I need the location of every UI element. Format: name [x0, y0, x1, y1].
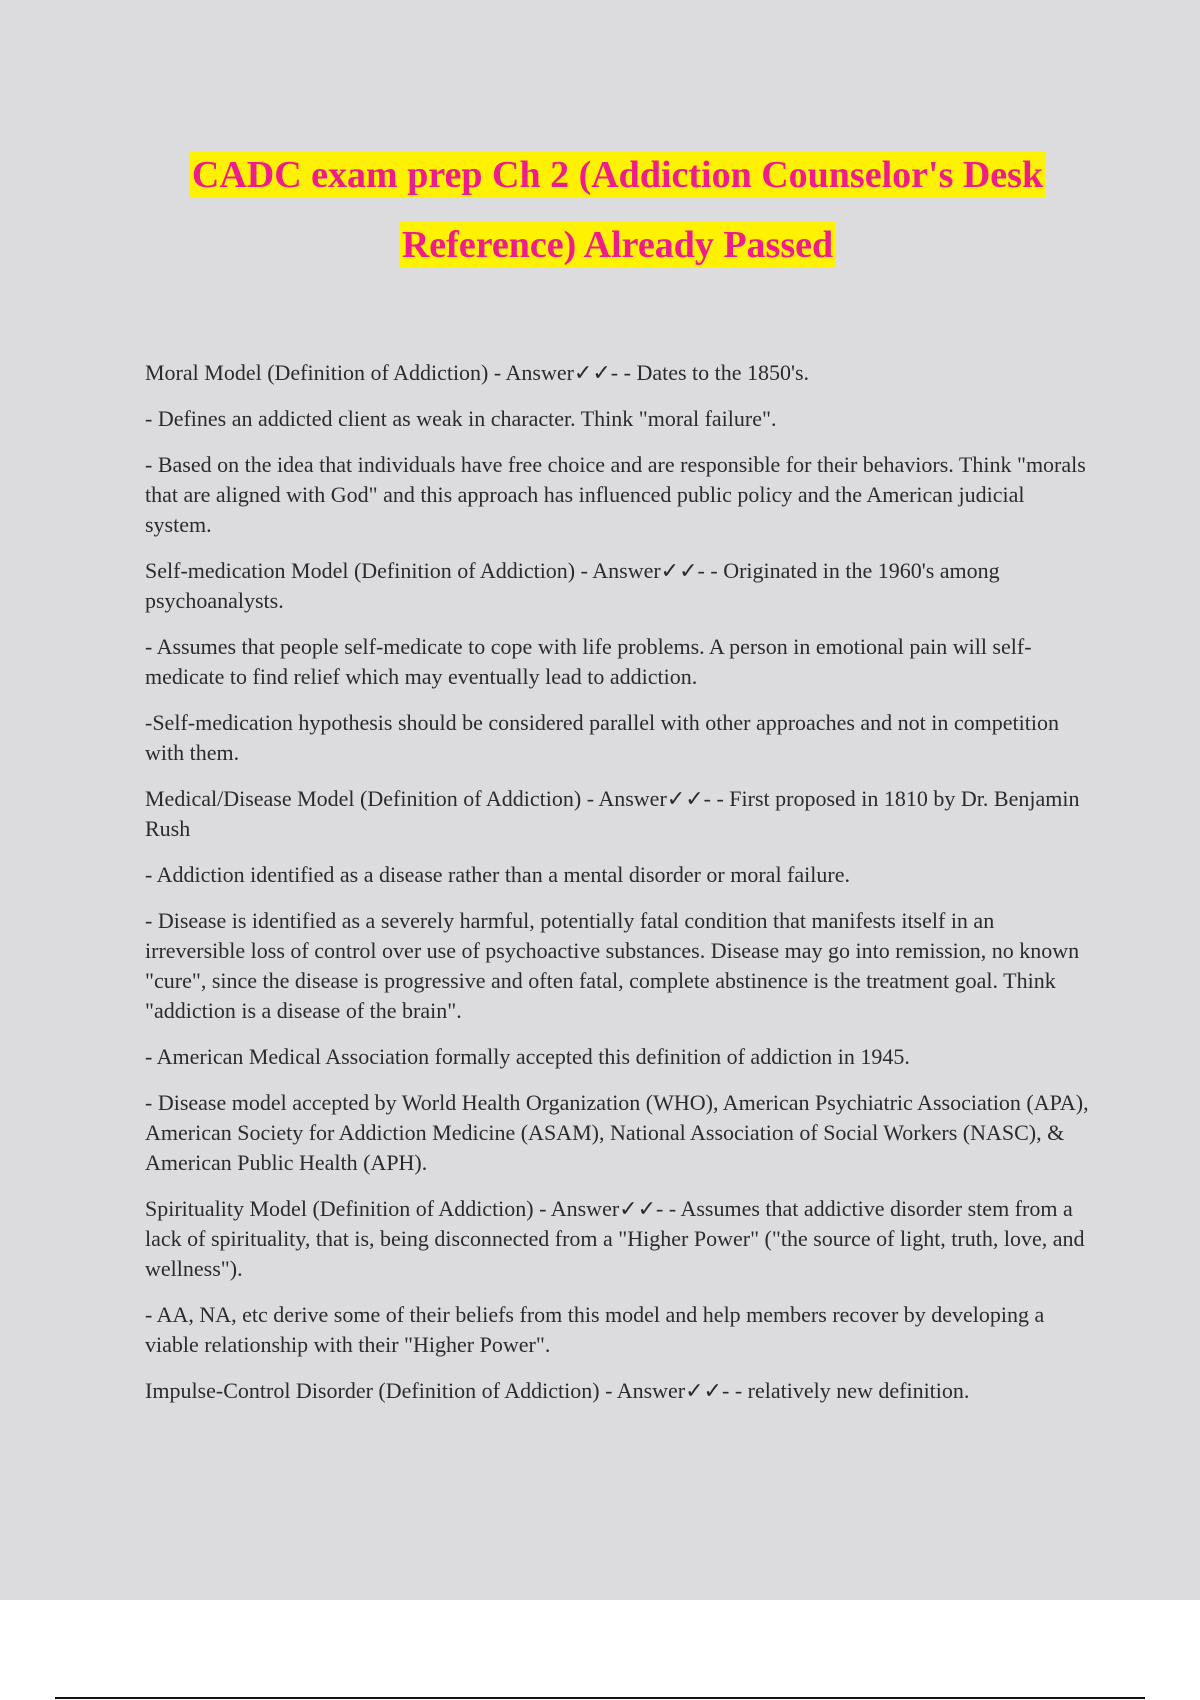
- paragraph: Self-medication Model (Definition of Addiction) - Answer✓✓- - Originated in the 1960's among psychoanalysts.: [145, 558, 1000, 613]
- document-body: [145, 358, 1093, 1422]
- title-line-2: Reference) Already Passed: [401, 224, 834, 266]
- document-title: [100, 140, 1135, 280]
- footer-divider: [55, 1697, 1145, 1699]
- paragraph: - Based on the idea that individuals have free choice and are responsible for their behaviors. Think "morals that are aligned with God" and this approach has influenced public policy and the American judicial system.: [145, 452, 1086, 537]
- title-line-1: CADC exam prep Ch 2 (Addiction Counselor's Desk: [191, 154, 1044, 196]
- paragraph: - Disease is identified as a severely harmful, potentially fatal condition that manifests itself in an irreversible loss of control over use of psychoactive substances. Disease may go into remission, no known "cure", since the disease is progressive and often fatal, complete abstinence is the treatment goal. Think "addiction is a disease of the brain".: [145, 908, 1080, 1023]
- paragraph: - Disease model accepted by World Health Organization (WHO), American Psychiatric Association (APA), American Society for Addiction Medicine (ASAM), National Association of Social Workers (NASC), & American Public Health (APH).: [145, 1090, 1089, 1175]
- paragraph: - Addiction identified as a disease rather than a mental disorder or moral failure.: [145, 862, 850, 887]
- paragraph: - Defines an addicted client as weak in character. Think "moral failure".: [145, 406, 777, 431]
- paragraph: Medical/Disease Model (Definition of Addiction) - Answer✓✓- - First proposed in 1810 by Dr. Benjamin Rush: [145, 786, 1080, 841]
- paragraph: - American Medical Association formally accepted this definition of addiction in 1945.: [145, 1044, 910, 1069]
- paragraph: Impulse-Control Disorder (Definition of Addiction) - Answer✓✓- - relatively new definition.: [145, 1378, 970, 1403]
- paragraph: - AA, NA, etc derive some of their beliefs from this model and help members recover by developing a viable relationship with their "Higher Power".: [145, 1302, 1045, 1357]
- paragraph: -Self-medication hypothesis should be considered parallel with other approaches and not in competition with them.: [145, 710, 1059, 765]
- paragraph: Spirituality Model (Definition of Addiction) - Answer✓✓- - Assumes that addictive disorder stem from a lack of spirituality, that is, being disconnected from a "Higher Power" ("the source of light, truth, love, and wellness").: [145, 1196, 1085, 1281]
- paragraph: - Assumes that people self-medicate to cope with life problems. A person in emotional pain will self-medicate to find relief which may eventually lead to addiction.: [145, 634, 1032, 689]
- paragraph: Moral Model (Definition of Addiction) - Answer✓✓- - Dates to the 1850's.: [145, 360, 810, 385]
